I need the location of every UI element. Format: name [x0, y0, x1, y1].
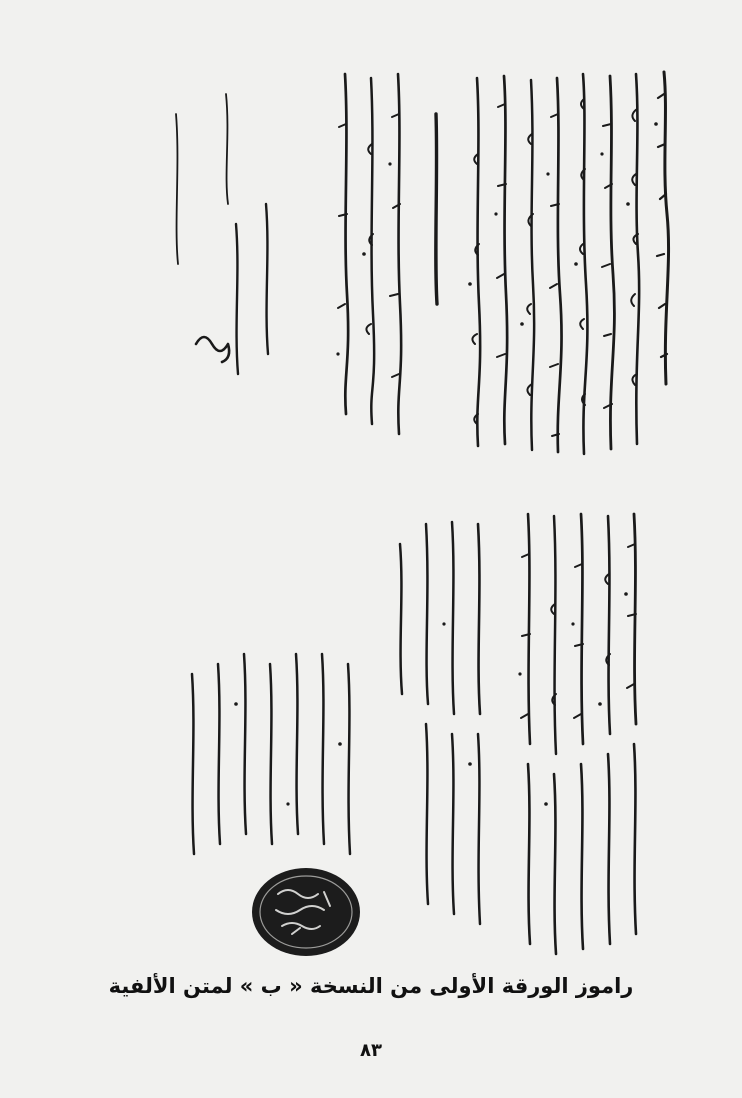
manuscript-folio-top [116, 54, 686, 474]
manuscript-facsimile [76, 44, 676, 964]
figure-caption: راموز الورقة الأولى من النسخة « ب » لمتن الألفية [108, 974, 634, 998]
page-number: ٨٣ [360, 1040, 382, 1061]
seal-stamp [248, 864, 364, 960]
manuscript-folio-bottom [86, 504, 686, 964]
